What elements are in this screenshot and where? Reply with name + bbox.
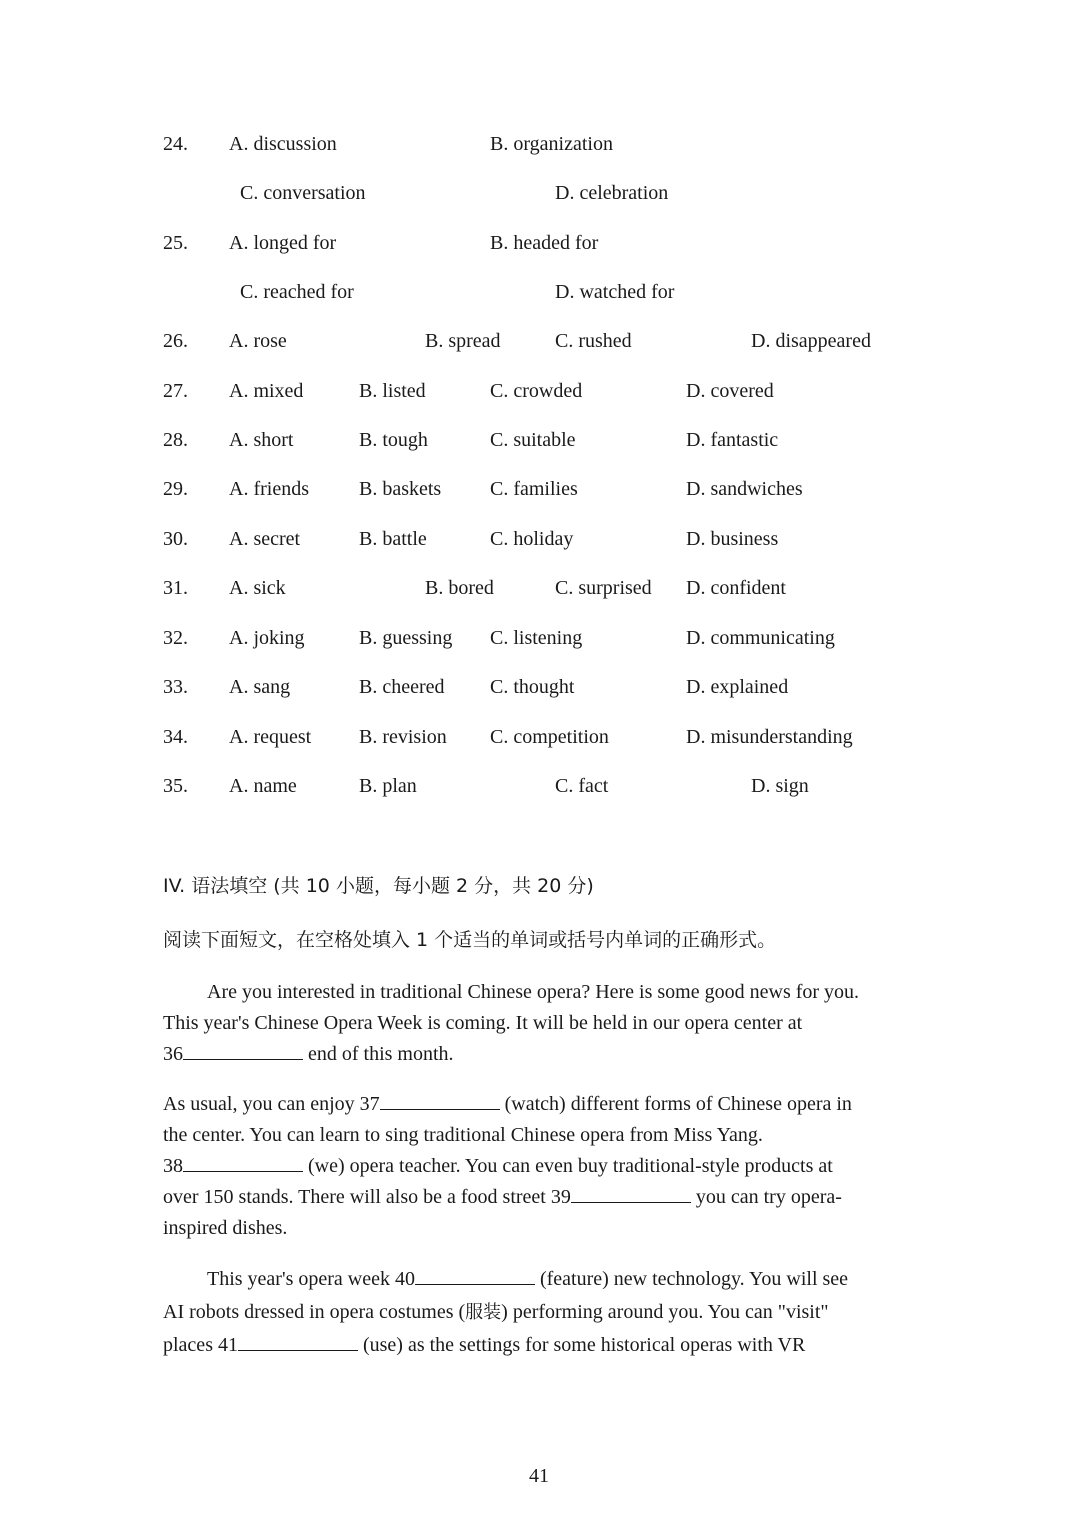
option-b: B. organization [490,133,613,155]
option-c: C. listening [490,627,583,649]
option-b: B. cheered [359,676,445,698]
answer-blank-39[interactable] [571,1184,691,1203]
option-c: C. conversation [240,182,366,204]
option-d: D. covered [686,380,774,402]
question-number: 28. [163,429,188,451]
question-number: 31. [163,577,188,599]
option-d: D. misunderstanding [686,726,853,748]
answer-blank-41[interactable] [238,1332,358,1351]
question-number: 26. [163,330,188,352]
passage-paragraph-3 [163,1263,923,1362]
question-number: 25. [163,232,188,254]
option-d: D. fantastic [686,429,779,451]
option-c: C. crowded [490,380,583,402]
section-instruction: 阅读下面短文，在空格处填入 1 个适当的单词或括号内单词的正确形式。 [163,929,777,951]
passage-text: inspired dishes. [163,1217,288,1239]
option-d: D. communicating [686,627,835,649]
question-number: 27. [163,380,188,402]
option-a: A. name [229,775,297,797]
answer-blank-40[interactable] [415,1266,535,1285]
passage-text: the center. You can learn to sing traditional Chinese opera from Miss Yang. [163,1124,763,1146]
passage-text: As usual, you can enjoy 37 [163,1093,380,1115]
option-d: D. disappeared [751,330,871,352]
passage-text: This year's opera week 40 [207,1268,415,1290]
passage-text: (we) opera teacher. You can even buy traditional-style products at [303,1155,833,1177]
passage-text: places 41 [163,1334,238,1356]
option-c: C. reached for [240,281,354,303]
question-number: 29. [163,478,188,500]
option-c: C. rushed [555,330,632,352]
question-number: 30. [163,528,188,550]
option-a: A. mixed [229,380,304,402]
answer-blank-38[interactable] [183,1153,303,1172]
option-a: A. secret [229,528,301,550]
option-a: A. joking [229,627,305,649]
option-c: C. thought [490,676,575,698]
option-d: D. watched for [555,281,675,303]
option-b: B. guessing [359,627,453,649]
option-c: C. fact [555,775,609,797]
passage-text: This year's Chinese Opera Week is coming. It will be held in our opera center at [163,1012,803,1034]
question-number: 24. [163,133,188,155]
option-b: B. tough [359,429,428,451]
passage-text: end of this month. [303,1043,454,1065]
option-c: C. families [490,478,578,500]
option-d: D. celebration [555,182,669,204]
option-d: D. business [686,528,779,550]
option-b: B. plan [359,775,417,797]
section-heading: IV. 语法填空 (共 10 小题，每小题 2 分，共 20 分) [163,875,594,897]
option-c: C. suitable [490,429,576,451]
question-number: 35. [163,775,188,797]
option-a: A. friends [229,478,309,500]
blank-number: 36 [163,1043,183,1065]
passage-text: you can try opera- [690,1186,842,1208]
passage-text: over 150 stands. There will also be a food street 39 [163,1186,571,1208]
passage-text: (use) as the settings for some historical operas with VR [357,1334,806,1356]
question-number: 33. [163,676,188,698]
option-c: C. competition [490,726,609,748]
option-b: B. baskets [359,478,442,500]
passage-paragraph-2 [163,1089,923,1244]
option-d: D. sandwiches [686,478,803,500]
option-d: D. sign [751,775,809,797]
passage-text: AI robots dressed in opera costumes ( [163,1301,466,1323]
option-a: A. sang [229,676,291,698]
option-c: C. surprised [555,577,652,599]
passage-text: Are you interested in traditional Chinese opera? Here is some good news for you. [207,981,860,1003]
blank-number: 38 [163,1155,183,1177]
option-a: A. short [229,429,294,451]
option-a: A. discussion [229,133,337,155]
option-b: B. revision [359,726,447,748]
question-number: 32. [163,627,188,649]
option-b: B. listed [359,380,426,402]
option-a: A. longed for [229,232,337,254]
option-a: A. request [229,726,312,748]
answer-blank-37[interactable] [380,1091,500,1110]
answer-blank-36[interactable] [183,1041,303,1060]
option-d: D. explained [686,676,789,698]
option-a: A. sick [229,577,286,599]
option-b: B. battle [359,528,427,550]
passage-text: ) performing around you. You can "visit" [501,1301,829,1323]
option-d: D. confident [686,577,786,599]
passage-text: (watch) different forms of Chinese opera in [499,1093,852,1115]
passage-text-chinese: 服装 [465,1302,502,1323]
passage-paragraph-1 [163,977,923,1070]
option-c: C. holiday [490,528,574,550]
option-b: B. headed for [490,232,599,254]
option-b: B. bored [425,577,494,599]
question-number: 34. [163,726,188,748]
option-b: B. spread [425,330,501,352]
option-a: A. rose [229,330,287,352]
page-number: 41 [529,1465,549,1487]
passage-text: (feature) new technology. You will see [534,1268,849,1290]
